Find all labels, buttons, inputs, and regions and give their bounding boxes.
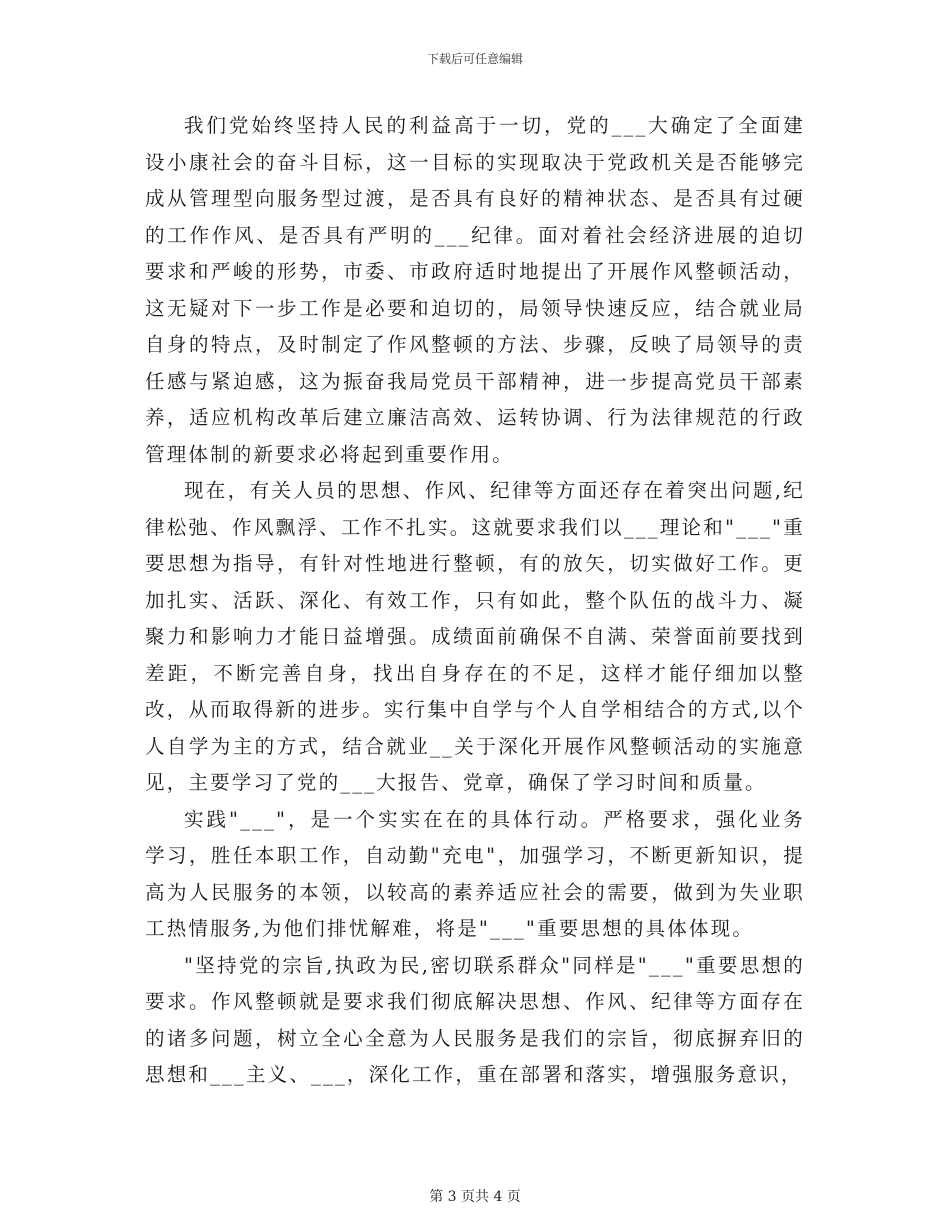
- paragraph-1: 我们党始终坚持人民的利益高于一切，党的___大确定了全面建设小康社会的奋斗目标，这一目标的实现取决于党政机关是否能够完成从管理型向服务型过渡，是否具有良好的精神状态、是否具有过硬的工作作风、是否具有严明的___纪律。面对着社会经济进展的迫切要求和严峻的形势，市委、市政府适时地提出了开展作风整顿活动，这无疑对下一步工作是必要和迫切的，局领导快速反应，结合就业局自身的特点，及时制定了作风整顿的方法、步骤，反映了局领导的责任感与紧迫感，这为振奋我局党员干部精神，进一步提高党员干部素养，适应机构改革后建立廉洁高效、运转协调、行为法律规范的行政管理体制的新要求必将起到重要作用。: [145, 114, 805, 466]
- paragraph-4: "坚持党的宗旨,执政为民,密切联系群众"同样是"___"重要思想的要求。作风整顿就是要求我们彻底解决思想、作风、纪律等方面存在的诸多问题，树立全心全意为人民服务是我们的宗旨，彻底摒弃旧的思想和___主义、___，深化工作，重在部署和落实，增强服务意识，: [145, 953, 805, 1086]
- paragraph-2: 现在，有关人员的思想、作风、纪律等方面还存在着突出问题,纪律松弛、作风飘浮、工作不扎实。这就要求我们以___理论和"___"重要思想为指导，有针对性地进行整顿，有的放矢，切实做好工作。更加扎实、活跃、深化、有效工作，只有如此，整个队伍的战斗力、凝聚力和影响力才能日益增强。成绩面前确保不自满、荣誉面前要找到差距，不断完善自身，找出自身存在的不足，这样才能仔细加以整改，从而取得新的进步。实行集中自学与个人自学相结合的方式,以个人自学为主的方式，结合就业__关于深化开展作风整顿活动的实施意见，主要学习了党的___大报告、党章，确保了学习时间和质量。: [145, 479, 805, 794]
- page-header: 下载后可任意编辑: [426, 52, 523, 66]
- document-body: [145, 108, 805, 1094]
- paragraph-3: 实践"___"，是一个实实在在的具体行动。严格要求，强化业务学习，胜任本职工作，自动勤"充电"，加强学习，不断更新知识，提高为人民服务的本领，以较高的素养适应社会的需要，做到为失业职工热情服务,为他们排忧解难，将是"___"重要思想的具体体现。: [145, 807, 805, 940]
- page-number: 第 3 页共 4 页: [429, 1189, 521, 1205]
